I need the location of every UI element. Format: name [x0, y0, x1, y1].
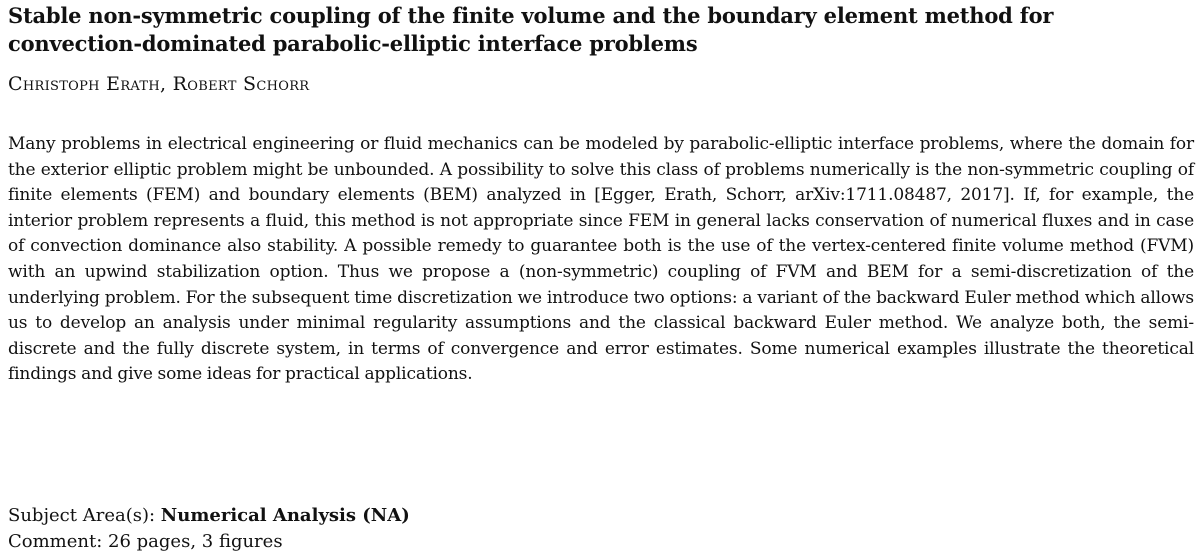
paper-metadata: [8, 503, 410, 555]
paper-authors: Christoph Erath, Robert Schorr: [8, 73, 310, 95]
comment-label: Comment:: [8, 531, 103, 552]
comment-line: [8, 529, 410, 555]
paper-abstract: Many problems in electrical engineering or fluid mechanics can be modeled by parabolic-elliptic interface problems, where the domain for the exterior elliptic problem might be unbounded. A possibility to solve this class of problems numerically is the non-symmetric coupling of finite elements (FEM) and boundary elements (BEM) analyzed in [Egger, Erath, Schorr, arXiv:1711.08487, 2017]. If, for example, the interior problem represents a fluid, this method is not appropriate since FEM in general lacks conservation of numerical fluxes and in case of convection dominance also stability. A possible remedy to guarantee both is the use of the vertex-centered finite volume method (FVM) with an upwind stabilization option. Thus we propose a (non-symmetric) coupling of FVM and BEM for a semi-discretization of the underlying problem. For the subsequent time discretization we introduce two options: a variant of the backward Euler method which allows us to develop an analysis under minimal regularity assumptions and the classical backward Euler method. We analyze both, the semi-discrete and the fully discrete system, in terms of convergence and error estimates. Some numerical examples illustrate the theoretical findings and give some ideas for practical applications.: [8, 134, 1194, 385]
paper-title: Stable non-symmetric coupling of the finite volume and the boundary element method for convection-dominated parabolic-elliptic interface problems: [8, 3, 1054, 56]
subject-area-label: Subject Area(s):: [8, 505, 156, 526]
comment-value: 26 pages, 3 figures: [108, 531, 283, 552]
subject-area-value: Numerical Analysis (NA): [160, 505, 410, 526]
paper-page: [8, 0, 1194, 552]
subject-area-line: [8, 503, 410, 529]
